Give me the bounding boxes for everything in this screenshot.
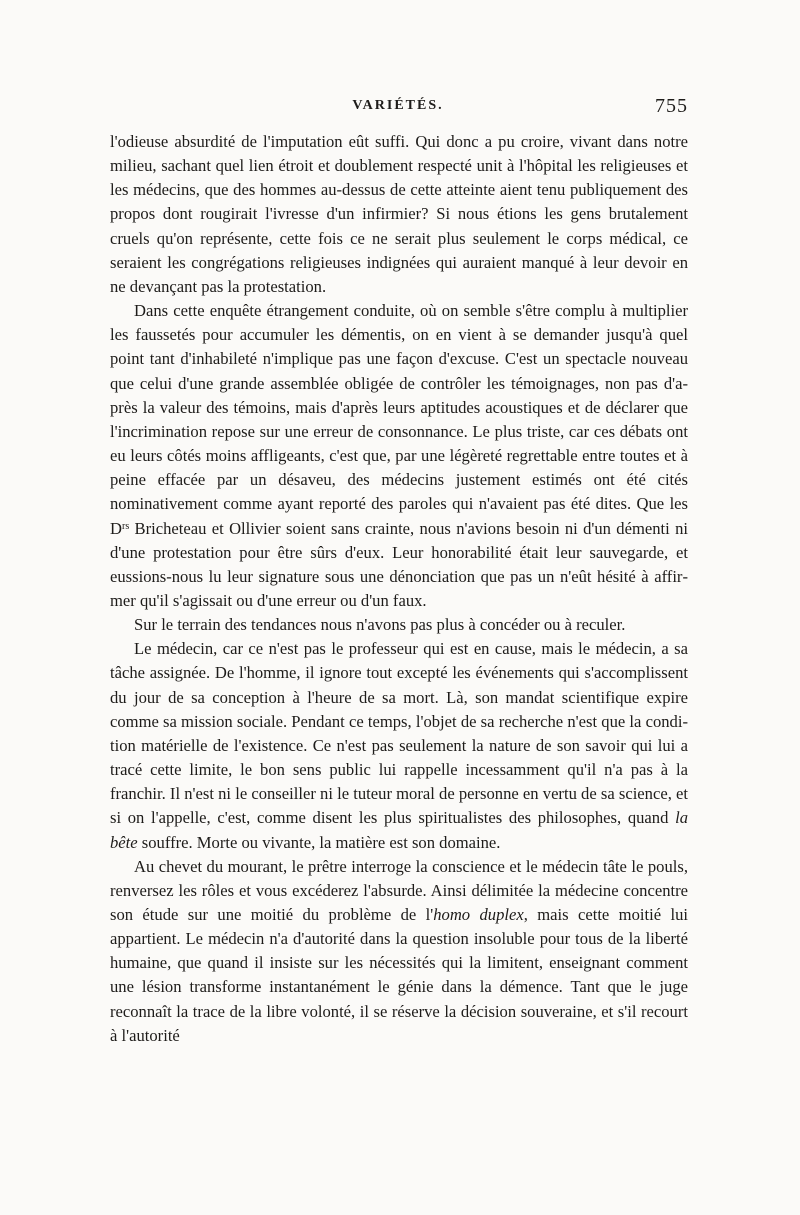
paragraph-2: [110, 299, 688, 613]
running-head: [108, 95, 688, 120]
paragraph-2-text-a: Dans cette enquête étrangement conduite, où on semble s'être complu à multiplier les faussetés pour accumuler les démentis, on en vient à se demander jusqu'à quel point tant d'inhabileté n'implique pas une façon d'excuse. C'est un spectacle nouveau que celui d'une grande assemblée obligée de contrôler les témoignages, non pas d'après la valeur des témoins, mais d'après leurs aptitudes acoustiques et de déclarer que l'incrimination repose sur une erreur de consonnance. Le plus triste, car ces débats ont eu leurs côtés moins affligeants, c'est que, par une légèreté regrettable entre toutes et à peine effacée par un désaveu, des médecins justement estimés ont été cités nominativement comme ayant reporté des paroles qui n'avaient pas été dites. Que les D: [110, 301, 688, 538]
paragraph-5-text-b: , mais cette moitié lui appartient. Le médecin n'a d'autorité dans la question insoluble pour tous de la liberté humaine, que quand il insiste sur les nécessités qui la limitent, enseignant comment une lésion transforme instantanément le génie dans la démence. Tant que le juge reconnaît la trace de la libre volonté, il se réserve la décision souveraine, et s'il recourt à l'autorité: [110, 905, 688, 1045]
running-title: VARIÉTÉS.: [352, 98, 444, 113]
paragraph-5: [110, 855, 688, 1048]
paragraph-3: Sur le terrain des tendances nous n'avons pas plus à concéder ou à reculer.: [134, 615, 626, 635]
paragraph-1: l'odieuse absurdité de l'imputation eût suffi. Qui donc a pu croire, vivant dans notre milieu, sachant quel lien étroit et doublement respecté unit à l'hôpital les religieuses et les médecins, que des hommes au-dessus de cette atteinte aient tenu publiquement des propos dont rougirait l'ivresse d'un infirmier? Si nous étions les gens brutalement cruels qu'on représente, cette fois ce ne serait plus seulement le corps médical, ce seraient les congrégations religieuses indignées qui auraient manqué à leur devoir en ne devançant pas la protestation.: [110, 132, 688, 296]
paragraph-4-text-a: Le médecin, car ce n'est pas le professeur qui est en cause, mais le médecin, a sa tâche assignée. De l'homme, il ignore tout excepté les événements qui s'accomplissent du jour de sa conception à l'heure de sa mort. Là, son mandat scientifique expire comme sa mission sociale. Pendant ce temps, l'objet de sa recherche n'est que la condition matérielle de l'existence. Ce n'est pas seulement la nature de son savoir qui lui a tracé cette limite, le bon sens public lui rappelle incessamment qu'il n'a pas à la franchir. Il n'est ni le conseiller ni le tuteur moral de personne en vertu de sa science, et si on l'appelle, c'est, comme disent les plus spiritualistes des philosophes, quand: [110, 639, 688, 828]
doctors-abbreviation-superscript: rs: [121, 520, 130, 532]
body-text: [110, 130, 688, 1048]
paragraph-4: [110, 637, 688, 854]
page-number: 755: [655, 95, 688, 117]
paragraph-4-italic: la bête: [110, 808, 688, 852]
paragraph-2-text-b: Bricheteau et Ollivier soient sans crainte, nous n'avions besoin ni d'un démenti ni d'une protestation pour être sûrs d'eux. Leur honorabilité était leur sauvegarde, et eussions-nous lu leur signature sous une dénonciation que pas un n'eût hésité à affirmer qu'il s'agissait ou d'une erreur ou d'un faux.: [110, 518, 688, 610]
paragraph-5-italic: homo duplex: [433, 905, 524, 924]
paragraph-4-text-b: souffre. Morte ou vivante, la matière est son domaine.: [137, 832, 501, 852]
paragraph-5-text-a: Au chevet du mourant, le prêtre interroge la conscience et le médecin tâte le pouls, renversez les rôles et vous excéderez l'absurde. Ainsi délimitée la médecine concentre son étude sur une moitié du problème de l': [110, 856, 688, 924]
